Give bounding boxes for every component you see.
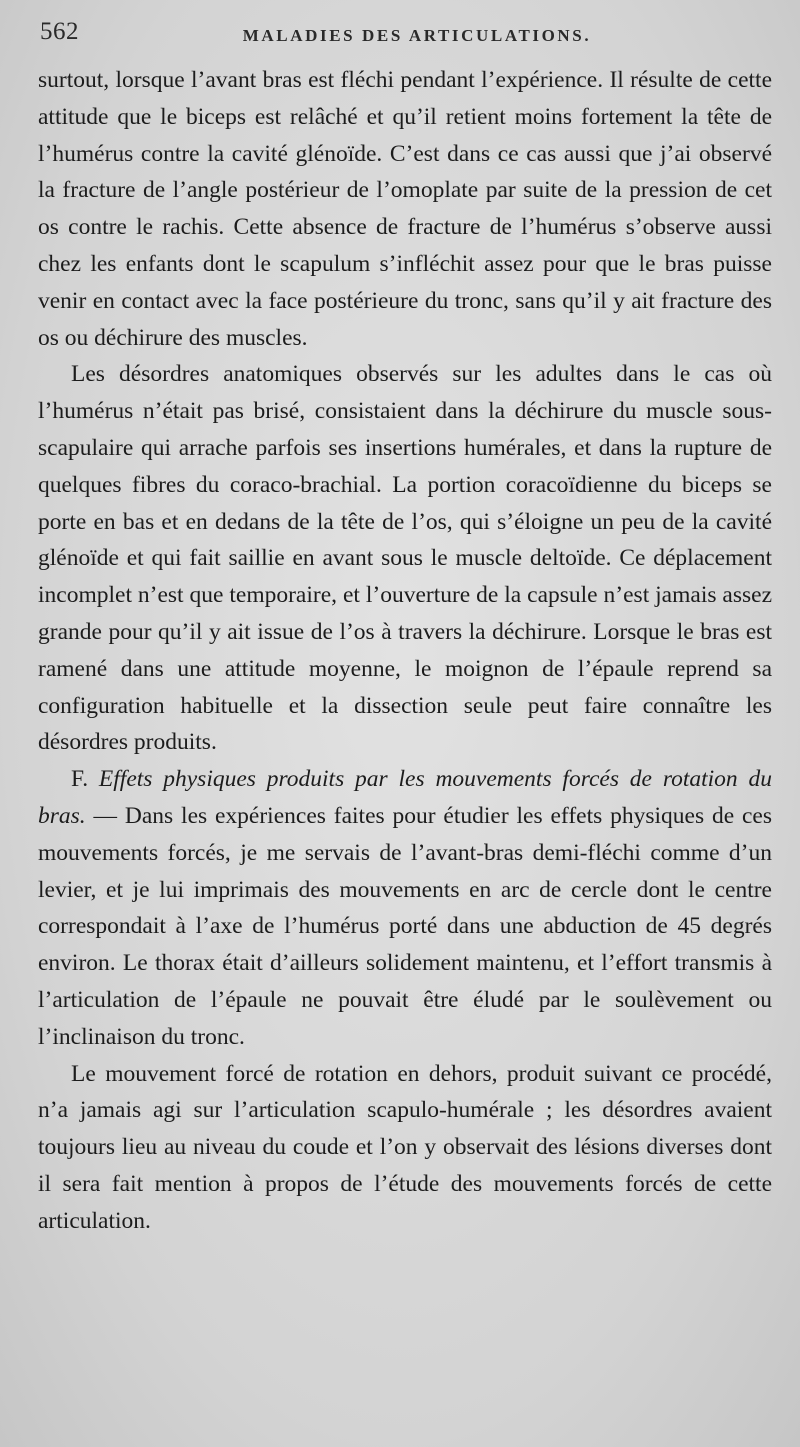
paragraph-continuation: surtout, lorsque l’avant bras est fléchi pendant l’expérience. Il résulte de cette attitude que le biceps est relâché et qu’il retient moins fortement la tête de l’humérus contre la cavité glénoïde. C’est dans ce cas aussi que j’ai observé la fracture de l’angle postérieur de l’omoplate par suite de la pression de cet os contre le rachis. Cette absence de fracture de l’humérus s’observe aussi chez les enfants dont le scapulum s’infléchit assez pour que le bras puisse venir en contact avec la face postérieure du tronc, sans qu’il y ait fracture des os ou déchirure des muscles.: [38, 67, 772, 351]
section-label: F.: [71, 766, 89, 793]
paragraph-section-f: [38, 761, 772, 1055]
page-header: [40, 18, 774, 52]
running-head: MALADIES DES ARTICULATIONS.: [242, 26, 592, 45]
paragraph-anatomical-disorders: Les désordres anatomiques observés sur les adultes dans le cas où l’humérus n’était pas brisé, consistaient dans la déchirure du muscle sous-scapulaire qui arrache parfois ses insertions humérales, et dans la rupture de quelques fibres du coraco-brachial. La portion coracoïdienne du biceps se porte en bas et en dedans de la tête de l’os, qui s’éloigne un peu de la cavité glénoïde et qui fait saillie en avant sous le muscle deltoïde. Ce déplacement incomplet n’est que temporaire, et l’ouverture de la capsule n’est jamais assez grande pour qu’il y ait issue de l’os à travers la déchirure. Lorsque le bras est ramené dans une attitude moyenne, le moignon de l’épaule reprend sa configuration habituelle et la dissection seule peut faire connaître les désordres produits.: [38, 361, 772, 756]
section-title: Effets physiques produits par les mouvements forcés de rotation du bras.: [38, 766, 772, 829]
body-text: [38, 62, 772, 1240]
section-f-body: — Dans les expériences faites pour étudier les effets physiques de ces mouvements forcés, je me servais de l’avant-bras demi-fléchi comme d’un levier, et je lui imprimais des mouvements en arc de cercle dont le centre correspondait à l’axe de l’humérus porté dans une abduction de 45 degrés environ. Le thorax était d’ailleurs solidement maintenu, et l’effort transmis à l’articulation de l’épaule ne pouvait être éludé par le soulèvement ou l’inclinaison du tronc.: [38, 802, 772, 1050]
paragraph-external-rotation: Le mouvement forcé de rotation en dehors, produit suivant ce procédé, n’a jamais agi sur l’articulation scapulo-humérale ; les désordres avaient toujours lieu au niveau du coude et l’on y observait des lésions diverses dont il sera fait mention à propos de l’étude des mouvements forcés de cette articulation.: [38, 1060, 772, 1234]
page-number: 562: [40, 18, 79, 45]
